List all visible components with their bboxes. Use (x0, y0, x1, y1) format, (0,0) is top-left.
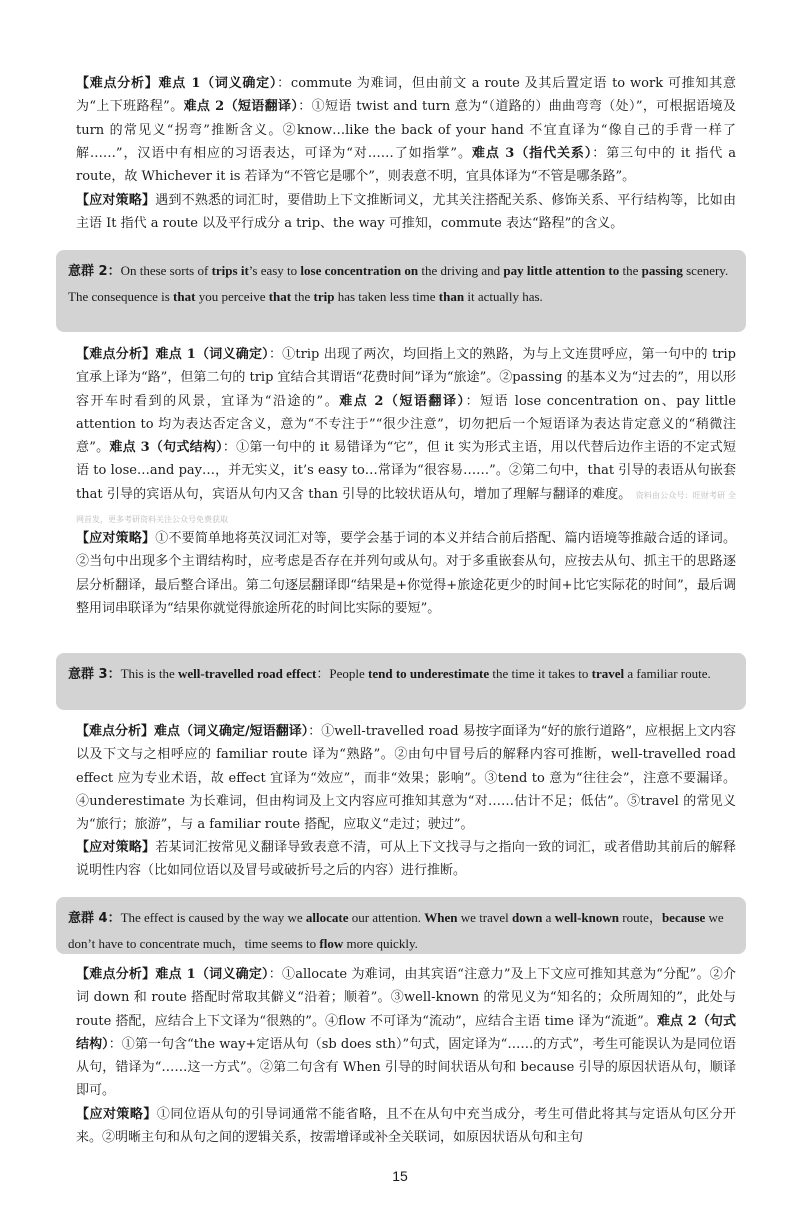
sense-group-label: 意群 4： (68, 911, 121, 926)
difficulty-analysis-1: 【难点分析】难点 1（词义确定）：commute 为难词，但由前文 a route 及其后置定语 to work 可推知其意为“上下班路程”。难点 2（短语翻译）：①短语 twist and turn 意为“（道路的）曲曲弯弯（处）”，可根据语境及 turn 的常见义“拐弯”推断含义。②know…like the back of your hand 不宜直译为“像自己的手背一样了解……”，汉语中有相应的习语表达，可译为“对……了如指掌”。难点 3（指代关系）：第三句中的 it 指代 a route，故 Whichever it is 若译为“不管它是哪个”，则表意不明，宜具体译为“不管是哪条路”。 (76, 76, 736, 185)
section-tag: 【应对策略】 (76, 531, 156, 546)
watermark-text: 资料由公众号：旺财考研 全网首发，更多考研资料关注公众号免费获取 (76, 490, 736, 525)
sense-group-label: 意群 2： (68, 264, 121, 279)
section-tag: 难点 2（句式结构） (76, 1013, 737, 1052)
sense-group-3-box: 意群 3：This is the well-travelled road effect：People tend to underestimate the time it takes to travel a familiar route. (56, 653, 746, 710)
sense-group-4-box: 意群 4：The effect is caused by the way we allocate our attention. When we travel down a well-known route，because we don’t have to concentrate much，time seems to flow more quickly. (56, 897, 746, 954)
strategy-4: 【应对策略】①同位语从句的引导词通常不能省略，且不在从句中充当成分，考生可借此将其与定语从句区分开来。②明晰主句和从句之间的逻辑关系，按需增译或补全关联词，如原因状语从句和主句 (76, 1107, 736, 1146)
section-tag: 【应对策略】 (76, 1107, 157, 1122)
difficulty-analysis-3: 【难点分析】难点（词义确定/短语翻译）：①well-travelled road 易按字面译为“好的旅行道路”，应根据上文内容以及下文与之相呼应的 familiar route 译为“熟路”。②由句中冒号后的解释内容可推断，well-travelled road effect 应为专业术语，故 effect 宜译为“效应”，而非“效果；影响”。③tend to 意为“往往会”，注意不要漏译。④underestimate 为长难词，但由构词及上文内容应可推知其意为“对……估计不足；低估”。⑤travel 的常见义为“旅行；旅游”，与 a familiar route 搭配，应取义“走过；驶过”。 (76, 724, 737, 833)
section-tag: 【难点分析】难点（词义确定/短语翻译） (76, 724, 309, 739)
strategy-3: 【应对策略】若某词汇按常见义翻译导致表意不清，可从上下文找寻与之指向一致的词汇，或者借助其前后的解释说明性内容（比如同位语以及冒号或破折号之后的内容）进行推断。 (76, 840, 736, 879)
strategy-2: 【应对策略】①不要简单地将英汉词汇对等，要学会基于词的本义并结合前后搭配、篇内语境等推敲合适的译词。②当句中出现多个主谓结构时，应考虑是否存在并列句或从句。对于多重嵌套从句，应按去从句、抓主干的思路逐层分析翻译，最后整合译出。第二句逐层翻译即“结果是+你觉得+旅途花更少的时间+比它实际花的时间”，最后调整用词串联译为“结果你就觉得旅途所花的时间比实际的要短”。 (76, 531, 736, 616)
section-tag: 难点 3（句式结构） (109, 440, 223, 456)
section-tag: 【难点分析】难点 1（词义确定） (76, 76, 278, 91)
difficulty-analysis-2: 【难点分析】难点 1（词义确定）：①trip 出现了两次，均回指上文的熟路，为与上文连贯呼应，第一句中的 trip 宜承上译为“路”，但第二句的 trip 宜结合其谓语“花费时间”译为“旅途”。②passing 的基本义为“过去的”，用以形容开车时看到的风景，宜译为“沿途的”。难点 2（短语翻译）：短语 lose concentration on、pay little attention to 均为表达否定含义，意为“不专注于”“很少注意”，切勿把后一个短语译为表达肯定意义的“稍微注意”。难点 3（句式结构）：①第一句中的 it 易错译为“它”，但 it 实为形式主语，用以代替后边作主语的不定式短语 to lose…and pay…，并无实义，it’s easy to…常译为“很容易……”。②第二句中，that 引导的表语从句嵌套 that 引导的宾语从句，宾语从句内又含 than 引导的比较状语从句，增加了理解与翻译的难度。 资料由公众号：旺财考研 全网首发，更多考研资料关注公众号免费获取 (76, 347, 736, 525)
section-tag: 难点 2（短语翻译） (183, 99, 299, 115)
section-tag: 难点 2（短语翻译） (339, 393, 466, 409)
section-tag: 【难点分析】难点 1（词义确定） (76, 347, 269, 362)
strategy-1: 【应对策略】遇到不熟悉的词汇时，要借助上下文推断词义，尤其关注搭配关系、修饰关系、平行结构等，比如由主语 It 指代 a route 以及平行成分 a trip、the way 可推知，commute 表达“路程”的含义。 (76, 193, 736, 232)
section-tag: 【难点分析】难点 1（词义确定） (76, 967, 269, 982)
section-tag: 【应对策略】 (76, 193, 156, 208)
page-number: 15 (392, 1168, 408, 1184)
sense-group-2-box: 意群 2：On these sorts of trips it’s easy to lose concentration on the driving and pay little attention to the passing scenery. The consequence is that you perceive that the trip has taken less time than it actually has. (56, 250, 746, 332)
sense-group-label: 意群 3： (68, 667, 121, 682)
section-tag: 难点 3（指代关系） (471, 145, 593, 161)
section-tag: 【应对策略】 (76, 840, 156, 855)
difficulty-analysis-4: 【难点分析】难点 1（词义确定）：①allocate 为难词，由其宾语“注意力”及上下文应可推知其意为“分配”。②介词 down 和 route 搭配时常取其僻义“沿着；顺着”。③well-known 的常见义为“知名的；众所周知的”，此处与 route 搭配，应结合上下文译为“很熟的”。④flow 不可译为“流动”，应结合主语 time 译为“流逝”。难点 2（句式结构）：①第一句含“the way+定语从句（sb does sth）”句式，固定译为“……的方式”，考生可能误认为是同位语从句，错译为“……这一方式”。②第二句含有 When 引导的时间状语从句和 because 引导的原因状语从句，顺译即可。 (76, 967, 737, 1099)
